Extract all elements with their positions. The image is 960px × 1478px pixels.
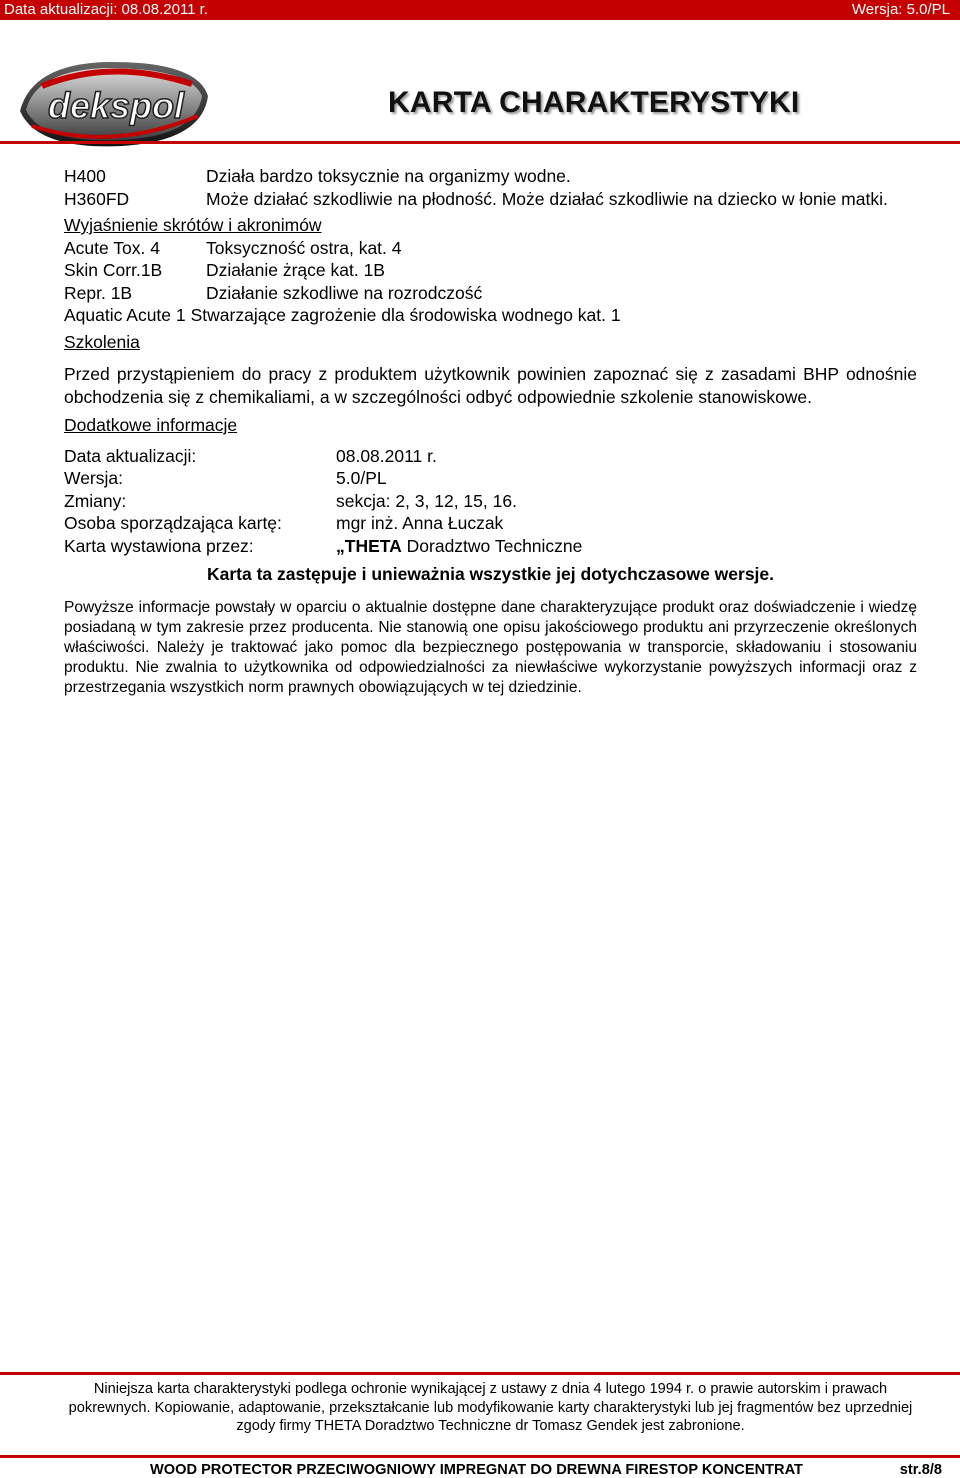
bottom-divider	[0, 1455, 960, 1458]
page-number: str.8/8	[899, 1462, 942, 1478]
abbreviation-row: Repr. 1B Działanie szkodliwe na rozrodczość	[64, 282, 483, 303]
dekspol-logo	[12, 56, 212, 151]
info-row: Zmiany: sekcja: 2, 3, 12, 15, 16.	[64, 490, 517, 511]
hazard-row: H400 Działa bardzo toksycznie na organizmy wodne.	[64, 166, 571, 186]
abbreviations-heading: Wyjaśnienie skrótów i akronimów	[64, 215, 322, 235]
info-row: Wersja: 5.0/PL	[64, 468, 387, 488]
svg-text:dekspol: dekspol	[48, 85, 185, 126]
product-name: WOOD PROTECTOR PRZECIWOGNIOWY IMPREGNAT DO DREWNA FIRESTOP KONCENTRAT	[150, 1462, 803, 1478]
info-row: Data aktualizacji: 08.08.2011 r.	[64, 445, 437, 466]
training-heading: Szkolenia	[64, 331, 140, 352]
footer-divider	[0, 1372, 960, 1375]
update-date: Data aktualizacji: 08.08.2011 r.	[4, 1, 209, 18]
version: Wersja: 5.0/PL	[851, 1, 950, 18]
issuer: „THETA Doradztwo Techniczne	[336, 535, 583, 556]
abbreviation-row: Skin Corr.1B Działanie żrące kat. 1B	[64, 260, 385, 280]
additional-info-table	[64, 445, 917, 558]
replaces-notice: Karta ta zastępuje i unieważnia wszystkie jej dotychczasowe wersje.	[206, 564, 775, 584]
info-row: Osoba sporządzająca kartę: mgr inż. Anna Łuczak	[64, 513, 504, 533]
abbreviation-row: Aquatic Acute 1 Stwarzające zagrożenie dla środowiska wodnego kat. 1	[64, 305, 621, 325]
copyright-notice: Niniejsza karta charakterystyki podlega ochronie wynikającej z ustawy z dnia 4 lutego 1994 r. o prawie autorskim i prawach pokrewnych. Kopiowanie, adaptowanie, przekształcanie lub modyfikowanie karty charakterystyki lub jej fragmentów bez uprzedniej zgody firmy THETA Doradztwo Techniczne dr Tomasz Gendek jest zabronione.	[68, 1381, 913, 1434]
disclaimer: Powyższe informacje powstały w oparciu o aktualnie dostępne dane charakteryzujące produkt oraz doświadczenie i wiedzę posiadaną w tym zakresie przez producenta. Nie stanowią one opisu jakościowego produktu ani przyrzeczenie określonych właściwości. Należy je traktować jako pomoc dla bezpiecznego postępowania w transporcie, składowaniu i stosowaniu produktu. Nie zwalnia to użytkownika od odpowiedzialności za niewłaściwe wykorzystanie powyższych informacji oraz z przestrzegania wszystkich norm prawnych obowiązujących w tej dziedzinie.	[64, 598, 917, 696]
additional-info-heading: Dodatkowe informacje	[64, 415, 238, 435]
top-bar	[0, 0, 960, 20]
info-row: Karta wystawiona przez: „THETA Doradztwo Techniczne	[64, 535, 583, 556]
training-text: Przed przystąpieniem do pracy z produktem użytkownik powinien zapoznać się z zasadami BHP odnośnie obchodzenia się z chemikaliami, a w szczególności odbyć odpowiednie szkolenie stanowiskowe.	[64, 364, 917, 407]
document-title: KARTA CHARAKTERYSTYKI	[388, 86, 800, 119]
header-divider	[0, 141, 960, 144]
header	[0, 20, 960, 140]
abbreviation-row: Acute Tox. 4 Toksyczność ostra, kat. 4	[64, 237, 402, 258]
main-content	[64, 165, 917, 698]
hazard-row: H360FD Może działać szkodliwie na płodność. Może działać szkodliwie na dziecko w łonie matki.	[64, 188, 888, 209]
